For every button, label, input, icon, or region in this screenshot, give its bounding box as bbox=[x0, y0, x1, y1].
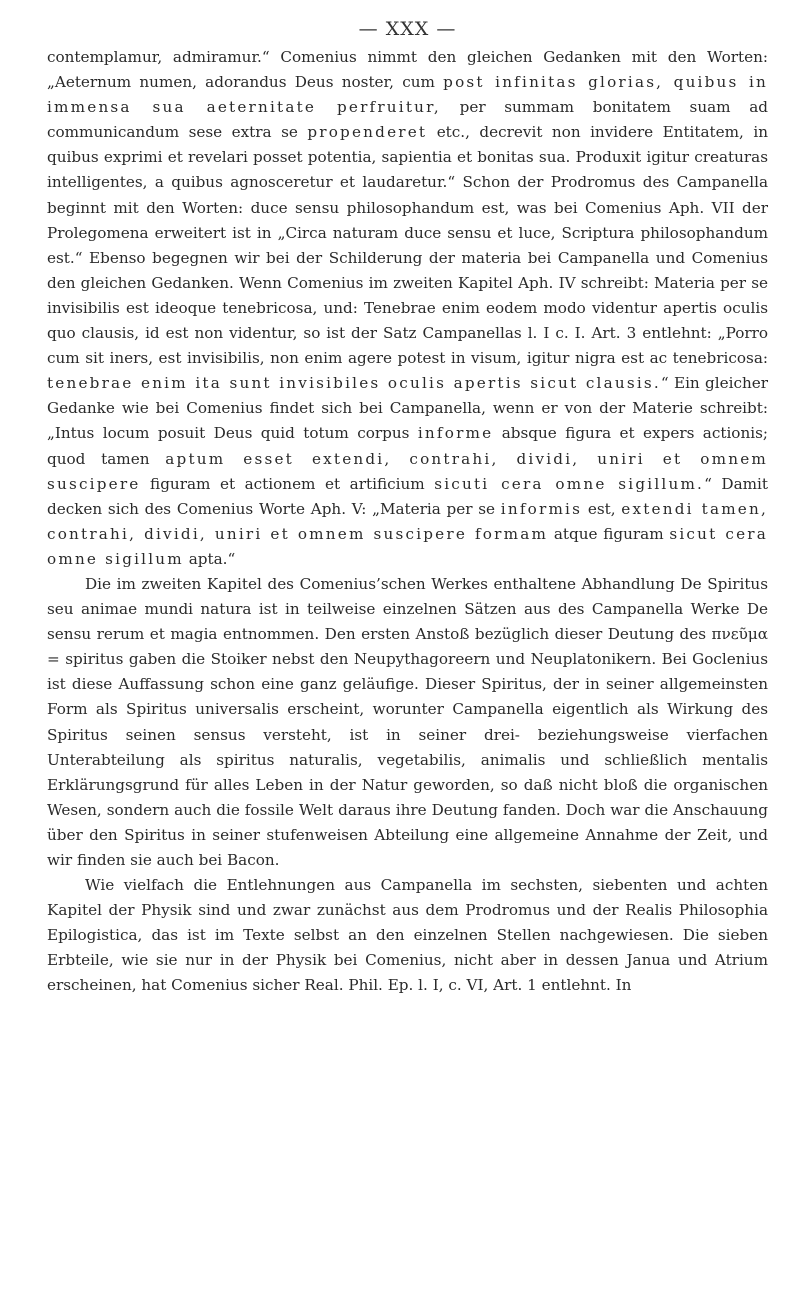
text-run: Wie vielfach die Entlehnungen aus Campanella im sechsten, siebenten und achten Kapitel der Physik sind und zwar zunächst aus dem Prodromus und der Realis Philosophia Epilogistica, das ist im Texte selbst an den einzelnen Stellen nachgewiesen. Die sieben Erbteile, wie sie nur in der Physik bei Comenius, nicht aber in dessen Janua und Atrium erscheinen, hat Comenius sicher Real. Phil. Ep. l. I, c. VI, Art. 1 entlehnt. In bbox=[47, 876, 768, 995]
text-run: “ Ein gleicher Gedanke wie bei Comenius findet sich bei Campanella, wenn er von der Materie schreibt: „Intus locum posuit Deus quid totum corpus bbox=[47, 374, 768, 443]
text-run: apta.“ bbox=[183, 549, 236, 568]
spaced-latin-text: extendi tamen, contrahi, dividi, uniri et omnem suscipere formam bbox=[47, 499, 768, 543]
body-text bbox=[47, 45, 768, 999]
text-run: atque figuram bbox=[548, 524, 670, 543]
text-run: “ Damit decken sich des Comenius Worte Aph. V: „Materia per se bbox=[47, 474, 768, 518]
text-run: est, bbox=[582, 499, 622, 518]
paragraph bbox=[47, 45, 768, 572]
text-run: figuram et actionem et artificium bbox=[140, 474, 435, 493]
spaced-latin-text: aptum esset extendi, contrahi, dividi, uniri et omnem suscipere bbox=[47, 449, 768, 493]
spaced-latin-text: informis bbox=[500, 499, 583, 518]
spaced-latin-text: sicuti cera omne sigillum. bbox=[434, 474, 705, 493]
paragraph bbox=[47, 572, 768, 873]
spaced-latin-text: sicut cera omne sigillum bbox=[47, 524, 768, 568]
page-number: — XXX — bbox=[358, 18, 457, 40]
spaced-latin-text: tenebrae enim ita sunt invisibiles oculis apertis sicut clausis. bbox=[47, 374, 661, 393]
spaced-latin-text: post infinitas glorias, quibus in immensa sua aeternitate perfruitur, bbox=[47, 73, 768, 117]
paragraph bbox=[47, 873, 768, 998]
spaced-latin-text: informe bbox=[417, 424, 494, 443]
text-run: Die im zweiten Kapitel des Comenius’schen Werkes enthaltene Abhandlung De Spiritus seu animae mundi natura ist in teilweise einzelnen Sätzen aus des Campanella Werke De sensu rerum et magia entnommen. Den ersten Anstoß bezüglich dieser Deutung des πνεῦμα = spiritus gaben die Stoiker nebst den Neupythagoreern und Neuplatonikern. Bei Goclenius ist diese Auffassung schon eine ganz geläufige. Dieser Spiritus, der in seiner allgemeinsten Form als Spiritus universalis erscheint, worunter Campanella eigentlich als Wirkung des Spiritus seinen sensus versteht, ist in seiner drei- beziehungsweise vierfachen Unterabteilung als spiritus naturalis, vegetabilis, animalis und schließlich mentalis Erklärungsgrund für alles Leben in der Natur geworden, so daß nicht bloß die organischen Wesen, sondern auch die fossile Welt daraus ihre Deutung fanden. Doch war die Anschauung über den Spiritus in seiner stufenweisen Abteilung eine allgemeine Annahme der Zeit, und wir finden sie auch bei Bacon. bbox=[47, 574, 768, 869]
text-run: etc., decrevit non invidere Entitatem, in quibus exprimi et revelari posset potentia, sapientia et bonitas sua. Produxit igitur creaturas intelligentes, a quibus agnosceretur et laudaretur.“ Schon der Prodromus des Campanella beginnt mit den Worten: duce sensu philosophandum est, was bei Comenius Aph. VII der Prolegomena erweitert ist in „Circa naturam duce sensu et luce, Scriptura philosophandum est.“ Ebenso begegnen wir bei der Schilderung der materia bei Campanella und Comenius den gleichen Gedanken. Wenn Comenius im zweiten Kapitel Aph. IV schreibt: Materia per se invisibilis est ideoque tenebricosa, und: Tenebrae enim eodem modo videntur apertis oculis quo clausis, id est non videntur, so ist der Satz Campanellas l. I c. I. Art. 3 entlehnt: „Porro cum sit iners, est invisibilis, non enim agere potest in visum, igitur nigra est ac tenebricosa: bbox=[47, 123, 768, 368]
text-run: absque figura et expers actionis; quod tamen bbox=[47, 424, 768, 468]
text-run: contemplamur, admiramur.“ Comenius nimmt den gleichen Gedanken mit den Worten: „Aeternum numen, adorandus Deus noster, cum bbox=[47, 48, 768, 92]
text-run: per summam bonitatem suam ad communicandum sese extra se bbox=[47, 98, 768, 142]
spaced-latin-text: propenderet bbox=[307, 123, 428, 142]
